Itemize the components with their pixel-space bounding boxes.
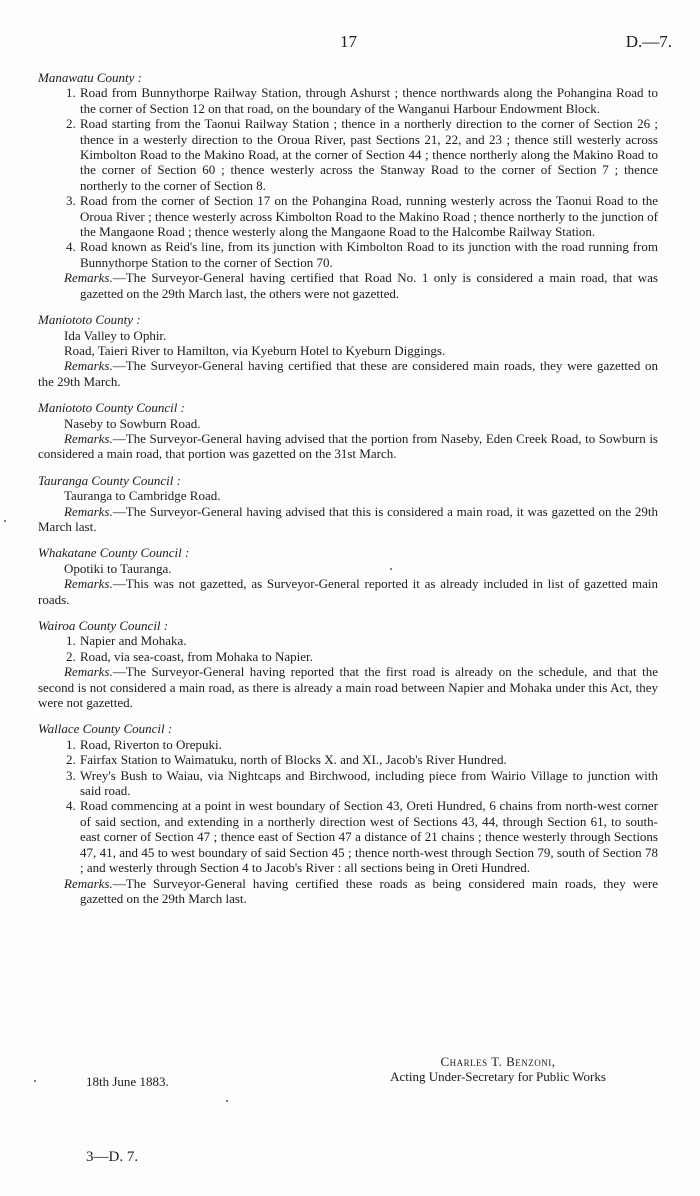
section-title: Tauranga County Council :: [38, 472, 181, 488]
signatory: [338, 1054, 658, 1085]
list-item: [38, 116, 658, 193]
section-maniototo-county: [38, 312, 658, 389]
remarks: [38, 358, 658, 389]
section-whakatane-county-council: [38, 545, 658, 607]
item-number: 4.: [66, 798, 76, 814]
section-wallace-county-council: [38, 721, 658, 906]
item-text: Road, via sea-coast, from Mohaka to Napier.: [80, 648, 313, 664]
scan-speck: [390, 568, 392, 570]
document-body: [38, 70, 658, 917]
item-text: Road commencing at a point in west boundary of Section 43, Oreti Hundred, 6 chains from north-west corner of said section, and extending in a northerly direction west of Sections 43, 44, through Section 61, to south-east corner of Section 47 ; thence east of Section 47 a distance of 21 chains ; thence westerly through Sections 47, 41, and 45 to west boundary of said Section 45 ; thence north-west through Section 79, south of Section 78 ; and westerly through Section 4 to Jacob's River : all sections being in Oreti Hundred.: [80, 798, 658, 876]
item-number: 2.: [66, 648, 76, 664]
remarks: [38, 270, 658, 301]
list-item: [38, 239, 658, 270]
remarks-label: Remarks.: [64, 358, 113, 374]
item-number: 2.: [66, 116, 76, 132]
scan-speck: [4, 520, 6, 522]
remarks: [38, 876, 658, 907]
list-item: [38, 649, 658, 664]
list-item: [38, 798, 658, 875]
remarks-text: —The Surveyor-General having certified that Road No. 1 only is considered a main road, that was gazetted on the 29th March last, the others were not gazetted.: [80, 270, 658, 301]
section-tauranga-county-council: [38, 473, 658, 535]
item-number: 1.: [66, 633, 76, 649]
road-list: [38, 85, 658, 270]
item-number: 3.: [66, 767, 76, 783]
list-item: Ida Valley to Ophir.: [64, 327, 167, 343]
remarks-text: —The Surveyor-General having reported that the first road is already on the schedule, and that the second is not considered a main road, as there is already a main road between Napier and Mohaka under this Act, they were not gazetted.: [38, 664, 658, 711]
item-number: 1.: [66, 85, 76, 101]
signatory-name: Charles T. Benzoni,: [440, 1054, 556, 1069]
item-text: Road, Riverton to Orepuki.: [80, 736, 222, 752]
section-maniototo-county-council: [38, 400, 658, 462]
document-date: 18th June 1883.: [86, 1074, 169, 1089]
road-list: [38, 737, 658, 876]
item-number: 4.: [66, 239, 76, 255]
item-text: Road starting from the Taonui Railway Station ; thence in a northerly direction to the corner of Section 26 ; thence in a westerly direction to the Oroua River, past Sections 21, 22, and 23 ; thence still westerly across Kimbolton Road to the Makino Road, at the corner of Section 44 ; thence northerly along the Makino Road to the corner of Section 60 ; thence westerly across the Stanway Road to the corner of Section 7 ; thence northerly to the corner of Section 8.: [80, 116, 658, 193]
item-text: Road known as Reid's line, from its junction with Kimbolton Road to its junction with the road running from Bunnythorpe Station to the corner of Section 70.: [80, 239, 658, 270]
remarks-label: Remarks.: [64, 270, 113, 286]
remarks-text: —The Surveyor-General having advised that the portion from Naseby, Eden Creek Road, to Sowburn is considered a main road, that portion was gazetted on the 31st March.: [38, 430, 658, 462]
bottom-page-reference: 3—D. 7.: [86, 1149, 139, 1165]
item-number: 3.: [66, 193, 76, 209]
list-item: Naseby to Sowburn Road.: [64, 415, 201, 431]
item-text: Wrey's Bush to Waiau, via Nightcaps and Birchwood, including piece from Wairio Village to junction with said road.: [80, 767, 658, 799]
item-number: 1.: [66, 736, 76, 752]
document-reference: D.—7.: [625, 32, 672, 51]
remarks-label: Remarks.: [64, 576, 113, 592]
section-title: Manawatu County :: [38, 70, 142, 85]
list-item: [38, 193, 658, 239]
item-text: Fairfax Station to Waimatuku, north of Blocks X. and XI., Jacob's River Hundred.: [80, 752, 507, 768]
item-text: Road from Bunnythorpe Railway Station, through Ashurst ; thence northwards along the Pohangina Road to the corner of Section 12 on that road, on the boundary of the Wanganui Harbour Endowment Block.: [80, 85, 658, 116]
scan-speck: [34, 1080, 36, 1082]
section-title: Maniototo County :: [38, 312, 141, 328]
signatory-title: Acting Under-Secretary for Public Works: [390, 1069, 606, 1085]
remarks-label: Remarks.: [64, 664, 113, 680]
list-item: [38, 768, 658, 799]
remarks: [38, 664, 658, 710]
section-title: Whakatane County Council :: [38, 545, 190, 561]
section-title: Maniototo County Council :: [38, 400, 185, 416]
section-wairoa-county-council: [38, 618, 658, 710]
section-title: Wallace County Council :: [38, 721, 173, 737]
remarks-label: Remarks.: [64, 503, 113, 519]
remarks-label: Remarks.: [64, 875, 113, 891]
remarks-text: —The Surveyor-General having certified that these are considered main roads, they were gazetted on the 29th March.: [38, 358, 658, 389]
remarks-text: —The Surveyor-General having advised that this is considered a main road, it was gazetted on the 29th March last.: [38, 503, 658, 534]
item-number: 2.: [66, 752, 76, 768]
page-number: 17: [340, 32, 357, 51]
scan-speck: [226, 1100, 228, 1102]
remarks: [38, 504, 658, 535]
list-item: [38, 752, 658, 767]
road-list: [38, 633, 658, 664]
section-manawatu-county: [38, 70, 658, 301]
remarks: [38, 431, 658, 462]
item-text: Road from the corner of Section 17 on the Pohangina Road, running westerly across the Taonui Road to the Oroua River ; thence westerly across Kimbolton Road to the Makino Road ; thence northerly to the junction of the Mangaone Road ; thence westerly along the Mangaone Road to the Halcombe Railway Station.: [80, 193, 658, 240]
item-text: Napier and Mohaka.: [80, 633, 187, 649]
list-item: [38, 633, 658, 648]
list-item: Tauranga to Cambridge Road.: [64, 488, 221, 504]
list-item: Opotiki to Tauranga.: [64, 560, 172, 576]
remarks-text: —This was not gazetted, as Surveyor-General reported it as already included in list of gazetted main roads.: [38, 576, 658, 607]
list-item: Road, Taieri River to Hamilton, via Kyeburn Hotel to Kyeburn Diggings.: [64, 342, 446, 358]
remarks-text: —The Surveyor-General having certified these roads as being considered main roads, they were gazetted on the 29th March last.: [80, 875, 658, 906]
list-item: [38, 737, 658, 752]
section-title: Wairoa County Council :: [38, 618, 169, 633]
remarks: [38, 576, 658, 607]
list-item: [38, 85, 658, 116]
remarks-label: Remarks.: [64, 430, 113, 446]
